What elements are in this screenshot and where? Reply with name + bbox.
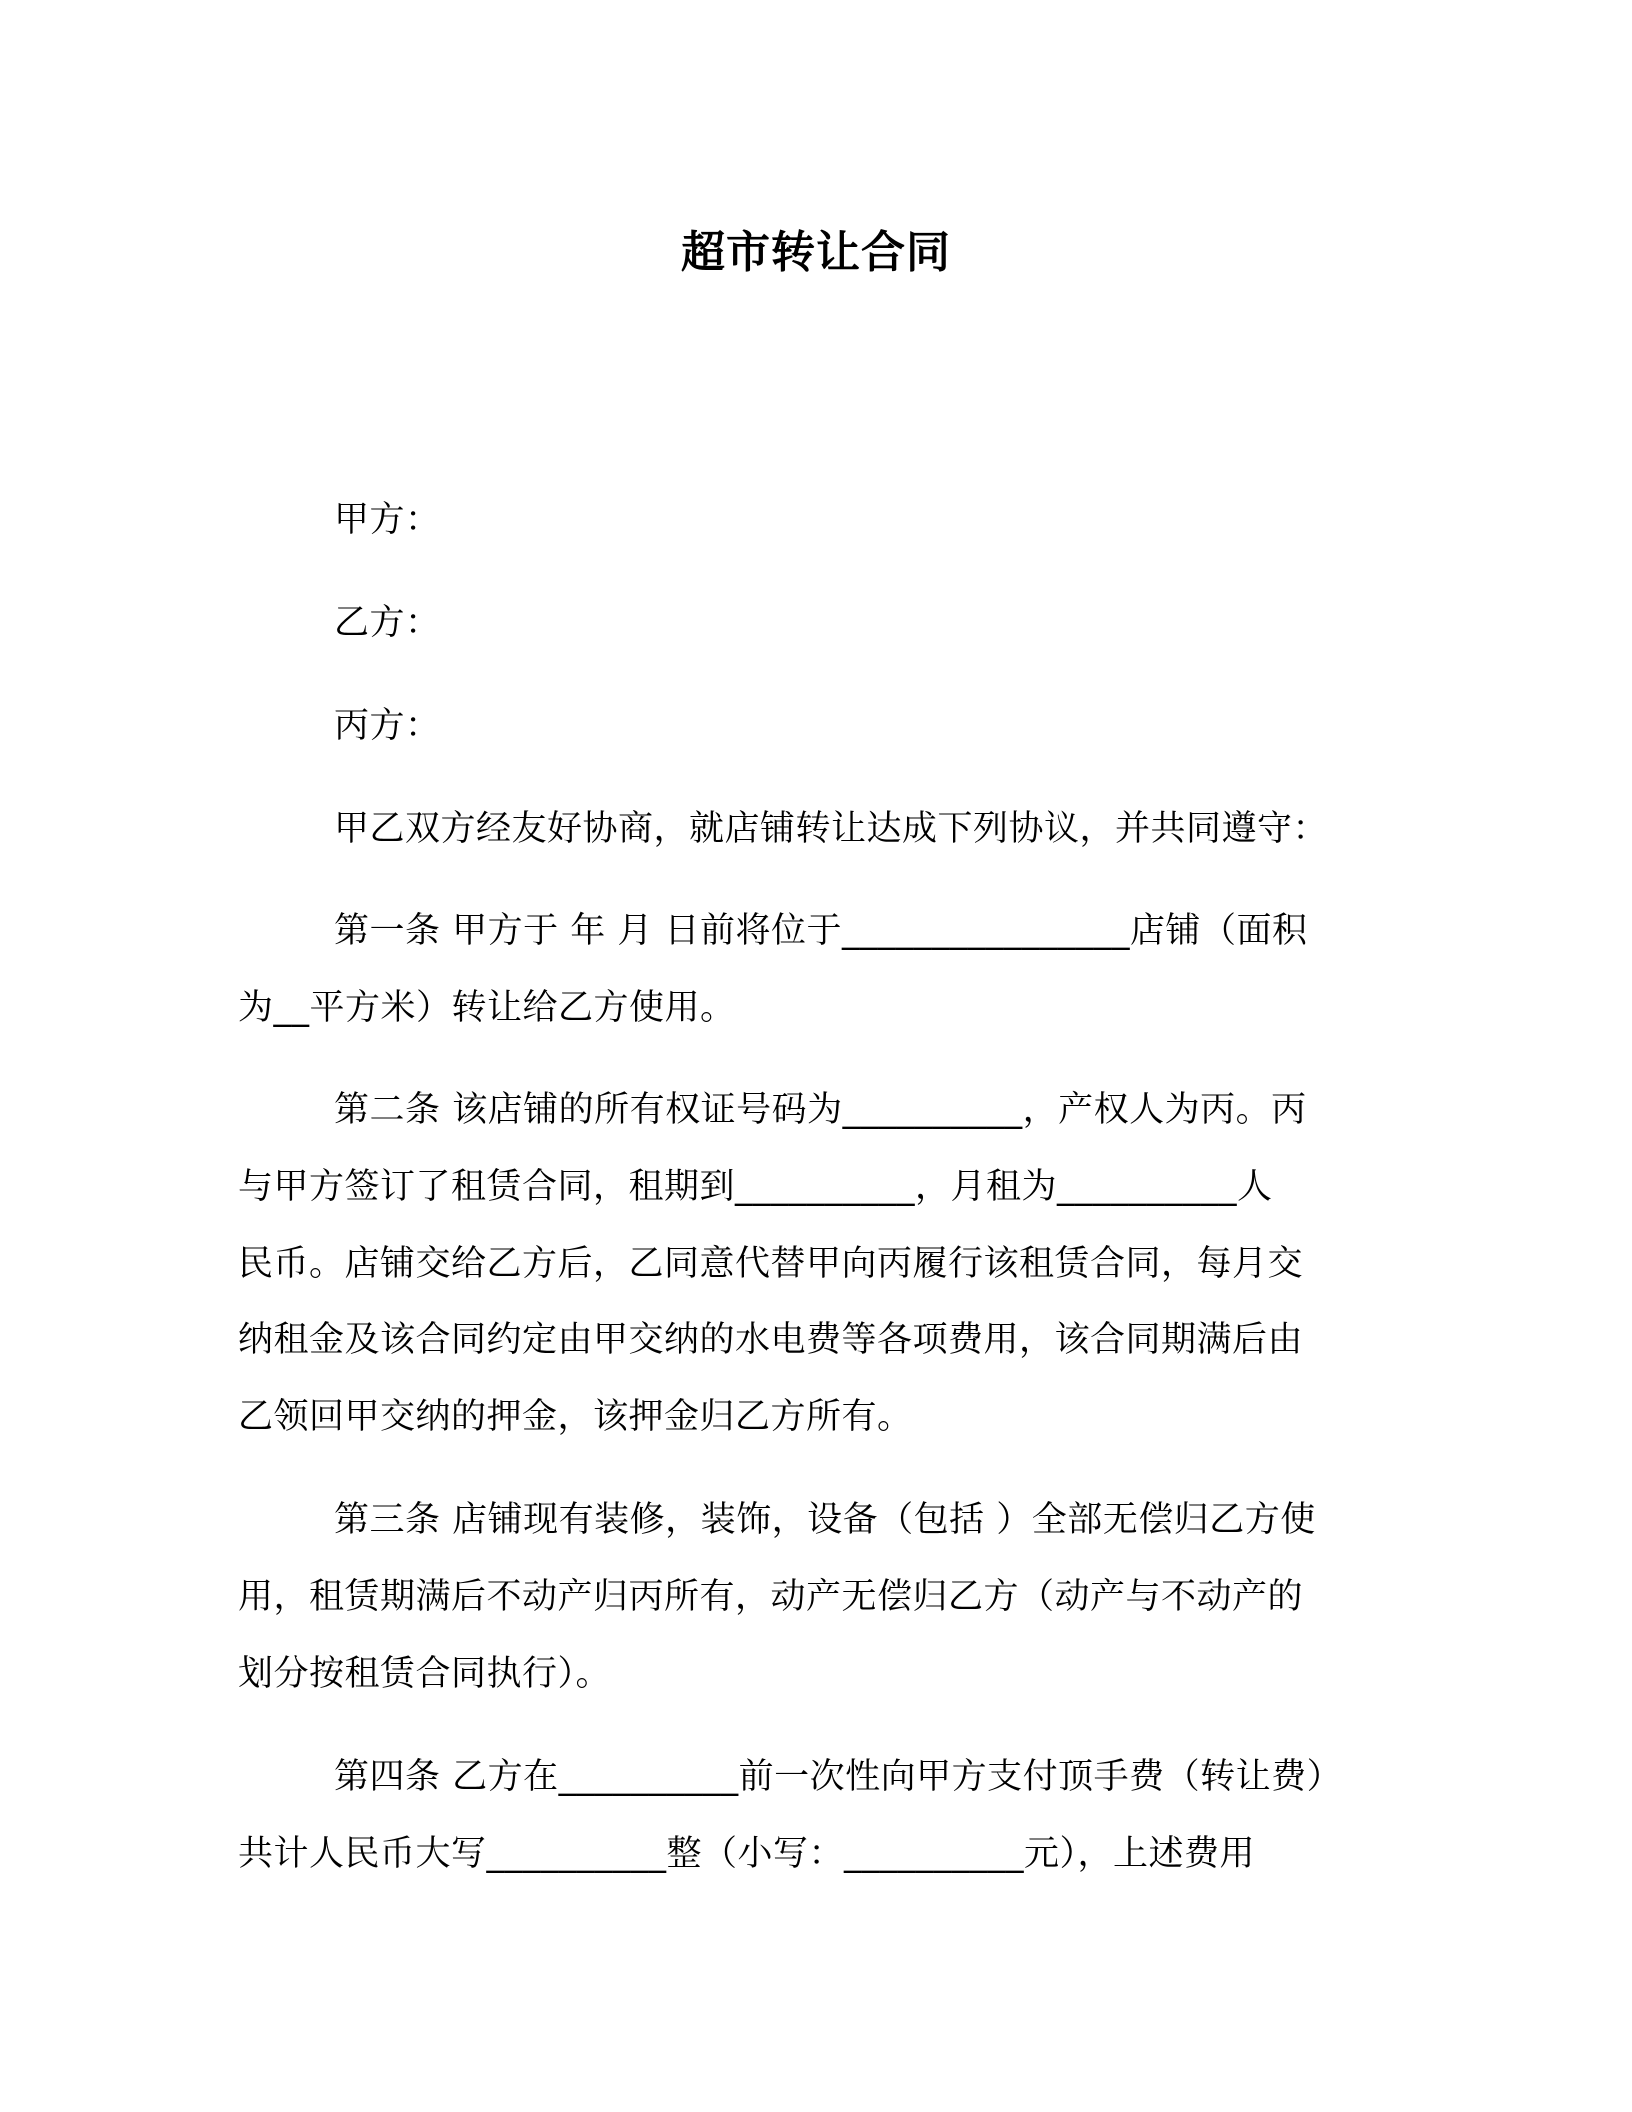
article2-line4: 纳租金及该合同约定由甲交纳的水电费等各项费用，该合同期满后由 — [238, 1320, 1304, 1360]
article4-line2: 共计人民币大写__________整（小写：__________元），上述费用 — [238, 1834, 1256, 1874]
article1-line2: 为__平方米）转让给乙方使用。 — [238, 988, 736, 1028]
party-a-label: 甲方： — [334, 500, 441, 540]
article3-line2: 用，租赁期满后不动产归丙所有，动产无偿归乙方（动产与不动产的 — [238, 1577, 1304, 1617]
article2-line5: 乙领回甲交纳的押金，该押金归乙方所有。 — [238, 1397, 913, 1437]
article2-line3: 民币。店铺交给乙方后，乙同意代替甲向丙履行该租赁合同，每月交 — [238, 1244, 1304, 1284]
article2-line2: 与甲方签订了租赁合同，租期到__________，月租为__________人 — [238, 1167, 1273, 1207]
party-b-label: 乙方： — [334, 603, 441, 643]
article3-line3: 划分按租赁合同执行）。 — [238, 1654, 612, 1694]
article3-line1: 第三条 店铺现有装修，装饰，设备（包括 ）全部无偿归乙方使 — [334, 1500, 1316, 1540]
intro-paragraph: 甲乙双方经友好协商，就店铺转让达成下列协议，并共同遵守： — [334, 809, 1329, 849]
article2-line1: 第二条 该店铺的所有权证号码为__________，产权人为丙。丙 — [334, 1090, 1307, 1130]
document-title: 超市转让合同 — [681, 227, 951, 278]
article4-line1: 第四条 乙方在__________前一次性向甲方支付顶手费（转让费） — [334, 1757, 1343, 1797]
article1-line1: 第一条 甲方于 年 月 日前将位于________________店铺（面积 — [334, 911, 1308, 951]
party-c-label: 丙方： — [334, 706, 441, 746]
